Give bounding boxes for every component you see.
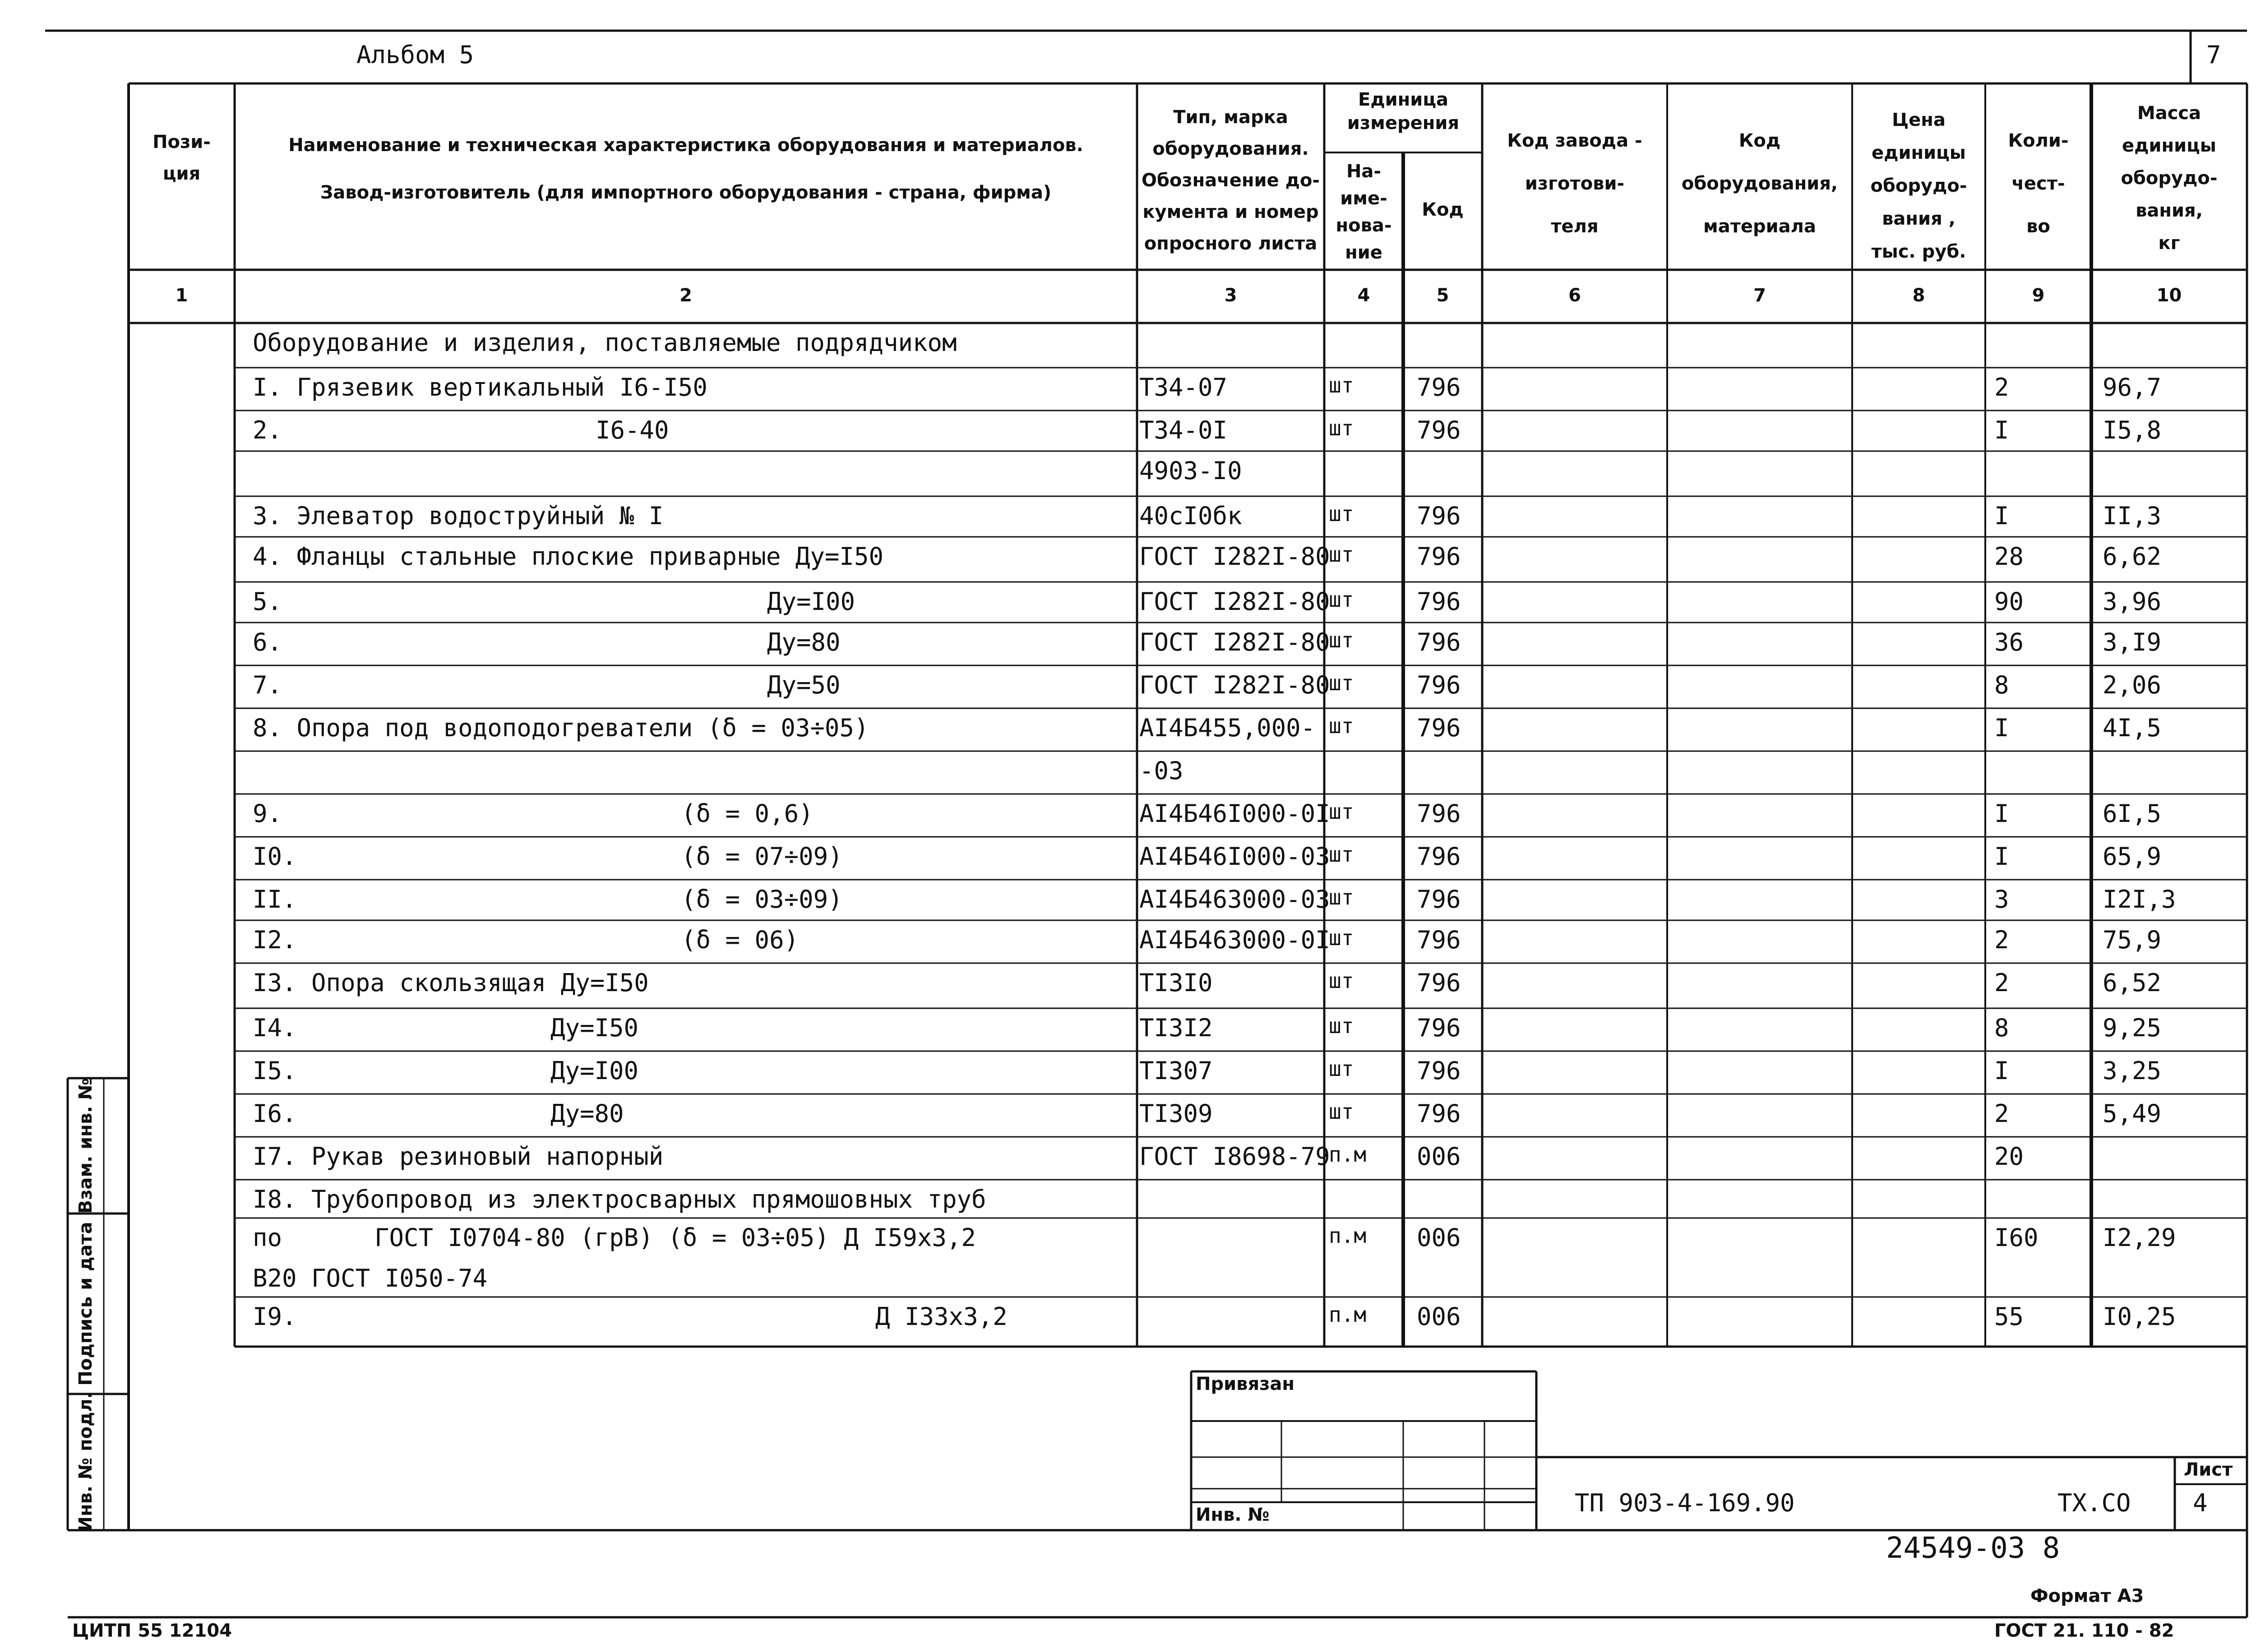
row-name: I8. Трубопровод из электросварных прямошовных труб (253, 1185, 986, 1214)
row-mass: 6,52 (2103, 969, 2162, 997)
row-unit-code: 796 (1417, 628, 1461, 656)
column-number: 6 (1568, 285, 1581, 306)
row-name-detail: Ду=80 (767, 628, 841, 656)
row-mass: 2,06 (2103, 671, 2162, 699)
row-quantity: 2 (1994, 1099, 2009, 1128)
footer-gost: ГОСТ 21. 110 - 82 (1994, 1620, 2174, 1641)
row-name: I9. (253, 1302, 297, 1331)
row-name-detail: Ду=I00 (767, 587, 855, 616)
row-mass: I0,25 (2103, 1302, 2176, 1331)
row-unit-code: 796 (1417, 502, 1461, 530)
row-unit: шт (1329, 926, 1354, 950)
row-unit: шт (1329, 587, 1354, 612)
header-unit-code: Код (1422, 199, 1464, 220)
row-name: II. (253, 885, 297, 914)
row-type: АI4Б46I000-0I (1139, 799, 1330, 828)
row-unit-code: 796 (1417, 587, 1461, 616)
row-name: 6. (253, 628, 282, 656)
row-mass: 65,9 (2103, 842, 2162, 871)
row-quantity: 36 (1994, 628, 2024, 656)
column-number: 3 (1224, 285, 1237, 306)
row-name: I0. (253, 842, 297, 871)
row-unit: шт (1329, 502, 1354, 526)
header-price: Цена единицы оборудо- вания , тыс. руб. (1870, 110, 1967, 262)
row-name: 5. (253, 587, 282, 616)
row-mass: 96,7 (2103, 373, 2162, 401)
row-unit-code: 796 (1417, 799, 1461, 828)
album-label: Альбом 5 (356, 41, 474, 69)
row-name: 4. Фланцы стальные плоские приварные Ду=I50 (253, 542, 883, 571)
header-equipment-code: Код оборудования, материала (1681, 130, 1838, 237)
footer-left: ЦИТП 55 12104 (72, 1620, 232, 1641)
row-unit: шт (1329, 542, 1354, 567)
row-quantity: 2 (1994, 969, 2009, 997)
row-name-detail: (δ = 03÷09) (681, 885, 843, 914)
row-type: ГОСТ I282I-80 (1139, 671, 1330, 699)
column-number: 4 (1357, 285, 1370, 306)
row-quantity: 3 (1994, 885, 2009, 914)
row-mass: 3,I9 (2103, 628, 2162, 656)
column-number: 1 (175, 285, 188, 306)
row-mass: I2,29 (2103, 1223, 2176, 1252)
row-name: Оборудование и изделия, поставляемые подрядчиком (253, 328, 957, 357)
handwritten-number: 24549-03 8 (1886, 1532, 2060, 1565)
row-quantity: 8 (1994, 1014, 2009, 1042)
row-name-detail: Ду=50 (767, 671, 841, 699)
row-unit-code: 796 (1417, 1099, 1461, 1128)
row-quantity: I (1994, 714, 2009, 742)
footer-format: Формат А3 (2030, 1586, 2144, 1606)
row-quantity: I (1994, 1057, 2009, 1085)
document-code: ТП 903-4-169.90 (1575, 1489, 1795, 1517)
row-unit: шт (1329, 714, 1354, 738)
row-name: 8. Опора под водоподогреватели (δ = 03÷05) (253, 714, 869, 742)
row-name-detail: (δ = 07÷09) (681, 842, 843, 871)
row-unit: шт (1329, 416, 1354, 440)
row-name-detail: Ду=I50 (550, 1014, 639, 1042)
row-quantity: 28 (1994, 542, 2024, 571)
row-unit-code: 006 (1417, 1302, 1461, 1331)
row-mass: 75,9 (2103, 926, 2162, 954)
row-type: ТI309 (1139, 1099, 1213, 1128)
row-unit-code: 796 (1417, 969, 1461, 997)
row-mass: I5,8 (2103, 416, 2162, 444)
row-type: -03 (1139, 757, 1183, 785)
row-unit: шт (1329, 799, 1354, 824)
row-unit-code: 796 (1417, 542, 1461, 571)
row-mass: 6,62 (2103, 542, 2162, 571)
row-unit-code: 006 (1417, 1223, 1461, 1252)
row-unit: п.м (1329, 1302, 1367, 1327)
column-number: 8 (1912, 285, 1925, 306)
row-unit: шт (1329, 373, 1354, 397)
stamp-privyazan: Привязан (1196, 1374, 1295, 1394)
row-quantity: 8 (1994, 671, 2009, 699)
row-unit: шт (1329, 628, 1354, 652)
column-number: 7 (1753, 285, 1766, 306)
row-name-detail: Ду=80 (550, 1099, 624, 1128)
row-name-detail: Ду=I00 (550, 1057, 639, 1085)
row-name: I4. (253, 1014, 297, 1042)
row-unit: шт (1329, 842, 1354, 867)
row-type: Т34-0I (1139, 416, 1228, 444)
header-quantity: Коли- чест- во (2008, 130, 2069, 237)
column-number: 10 (2156, 285, 2182, 306)
row-unit-code: 796 (1417, 373, 1461, 401)
header-position: Пози- ция (153, 132, 211, 184)
row-quantity: 20 (1994, 1142, 2024, 1171)
row-quantity: I (1994, 799, 2009, 828)
row-unit: шт (1329, 885, 1354, 909)
row-name: 7. (253, 671, 282, 699)
row-quantity: 55 (1994, 1302, 2024, 1331)
row-name: 2. (253, 416, 282, 444)
row-type: АI4Б463000-03 (1139, 885, 1330, 914)
row-name: В20 ГОСТ I050-74 (253, 1264, 488, 1292)
row-name: I. Грязевик вертикальный I6-I50 (253, 373, 707, 401)
row-unit: шт (1329, 1057, 1354, 1081)
row-quantity: 2 (1994, 373, 2009, 401)
row-type: ТI3I2 (1139, 1014, 1213, 1042)
header-unit: Единица измерения (1347, 89, 1460, 134)
row-name: по (253, 1223, 282, 1252)
row-name: I5. (253, 1057, 297, 1085)
row-type: АI4Б46I000-03 (1139, 842, 1330, 871)
row-name-detail: Д I33х3,2 (875, 1302, 1008, 1331)
side-inv-podl-label: Инв. № подл. (75, 1392, 96, 1532)
row-unit-code: 796 (1417, 714, 1461, 742)
row-unit: шт (1329, 1014, 1354, 1038)
row-mass: I2I,3 (2103, 885, 2176, 914)
row-unit-code: 796 (1417, 926, 1461, 954)
row-quantity: 90 (1994, 587, 2024, 616)
row-quantity: I (1994, 842, 2009, 871)
side-vzam-label: Взам. инв. № (75, 1078, 96, 1214)
row-type: АI4Б463000-0I (1139, 926, 1330, 954)
stamp-inv-no: Инв. № (1196, 1504, 1270, 1525)
row-unit: п.м (1329, 1142, 1367, 1167)
row-unit-code: 796 (1417, 416, 1461, 444)
row-unit-code: 796 (1417, 1014, 1461, 1042)
row-name: I7. Рукав резиновый напорный (253, 1142, 664, 1171)
row-unit-code: 796 (1417, 842, 1461, 871)
row-mass: 3,25 (2103, 1057, 2162, 1085)
row-type: АI4Б455,000- (1139, 714, 1316, 742)
row-type: ТI3I0 (1139, 969, 1213, 997)
column-number: 2 (680, 285, 692, 306)
row-unit: шт (1329, 1099, 1354, 1124)
page-number: 7 (2206, 41, 2221, 69)
row-mass: 3,96 (2103, 587, 2162, 616)
row-unit-code: 796 (1417, 1057, 1461, 1085)
row-type: ТI307 (1139, 1057, 1213, 1085)
row-mass: 4I,5 (2103, 714, 2162, 742)
row-unit-code: 796 (1417, 671, 1461, 699)
row-mass: 9,25 (2103, 1014, 2162, 1042)
row-type: ГОСТ I282I-80 (1139, 542, 1330, 571)
row-type: Т34-07 (1139, 373, 1228, 401)
row-quantity: I (1994, 416, 2009, 444)
row-unit: шт (1329, 671, 1354, 695)
header-unit-name: На- име- нова- ние (1336, 161, 1392, 263)
row-quantity: 2 (1994, 926, 2009, 954)
header-name: Наименование и техническая характеристика оборудования и материалов. Завод-изготовитель (для импортного оборудования - страна, фирма) (288, 135, 1083, 203)
sheet-code: ТХ.СО (2057, 1489, 2131, 1517)
list-label: Лист (2184, 1459, 2233, 1480)
row-mass: II,3 (2103, 502, 2162, 530)
side-podpis-label: Подпись и дата (75, 1222, 96, 1386)
list-number: 4 (2193, 1489, 2208, 1517)
row-mass: 5,49 (2103, 1099, 2162, 1128)
row-name-detail: I6-40 (596, 416, 669, 444)
header-type: Тип, марка оборудования. Обозначение до- кумента и номер опросного листа (1142, 107, 1320, 254)
row-quantity: I (1994, 502, 2009, 530)
row-type: ГОСТ I282I-80 (1139, 587, 1330, 616)
row-type: 40сI0бк (1139, 502, 1242, 530)
row-name: I3. Опора скользящая Ду=I50 (253, 969, 649, 997)
column-number: 9 (2032, 285, 2045, 306)
row-name: 9. (253, 799, 282, 828)
row-name-detail: (δ = 06) (681, 926, 799, 954)
row-quantity: I60 (1994, 1223, 2039, 1252)
header-factory-code: Код завода - изготови- теля (1507, 130, 1642, 237)
row-name-detail: ГОСТ I0704-80 (грВ) (δ = 03÷05) Д I59х3,2 (374, 1223, 976, 1252)
row-unit: п.м (1329, 1223, 1367, 1248)
row-unit-code: 006 (1417, 1142, 1461, 1171)
row-name: I6. (253, 1099, 297, 1128)
row-name-detail: (δ = 0,6) (681, 799, 814, 828)
row-type: 4903-I0 (1139, 457, 1242, 485)
row-type: ГОСТ I282I-80 (1139, 628, 1330, 656)
row-name: 3. Элеватор водоструйный № I (253, 502, 664, 530)
row-name: I2. (253, 926, 297, 954)
row-mass: 6I,5 (2103, 799, 2162, 828)
header-mass: Масса единицы оборудо- вания, кг (2121, 103, 2218, 254)
row-unit: шт (1329, 969, 1354, 993)
row-type: ГОСТ I8698-79 (1139, 1142, 1330, 1171)
column-number: 5 (1436, 285, 1449, 306)
row-unit-code: 796 (1417, 885, 1461, 914)
